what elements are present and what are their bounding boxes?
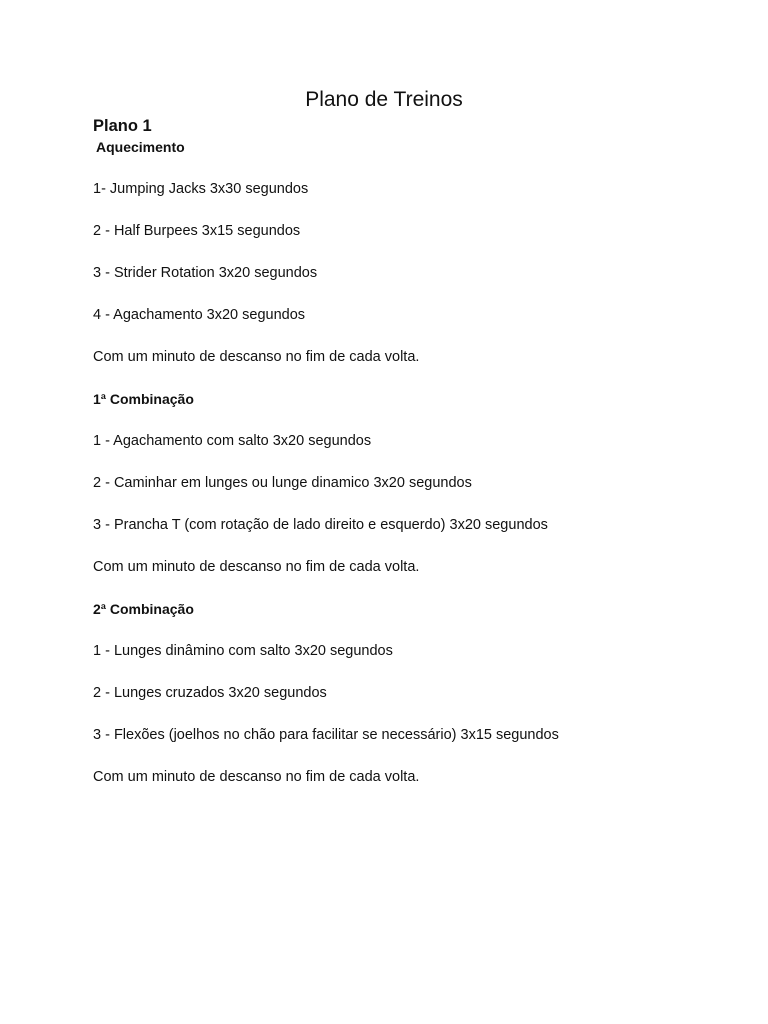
- combination-2-item: 1 - Lunges dinâmino com salto 3x20 segundos: [93, 643, 393, 659]
- warmup-item: 3 - Strider Rotation 3x20 segundos: [93, 265, 318, 281]
- combination-1-item: 1 - Agachamento com salto 3x20 segundos: [93, 433, 372, 449]
- combination-1-heading: 1ª Combinação: [93, 391, 194, 407]
- combination-1-item: 2 - Caminhar em lunges ou lunge dinamico 3x20 segundos: [93, 475, 472, 491]
- rest-note: Com um minuto de descanso no fim de cada volta.: [93, 769, 420, 785]
- warmup-item: 4 - Agachamento 3x20 segundos: [93, 307, 306, 323]
- combination-2-item: 2 - Lunges cruzados 3x20 segundos: [93, 685, 327, 701]
- plan-heading: Plano 1: [93, 117, 152, 135]
- combination-1-item: 3 - Prancha T (com rotação de lado direito e esquerdo) 3x20 segundos: [93, 517, 548, 533]
- rest-note: Com um minuto de descanso no fim de cada volta.: [93, 349, 420, 365]
- warmup-heading: Aquecimento: [96, 139, 185, 155]
- combination-2-heading: 2ª Combinação: [93, 601, 194, 617]
- warmup-item: 1- Jumping Jacks 3x30 segundos: [93, 181, 309, 197]
- combination-2-item: 3 - Flexões (joelhos no chão para facilitar se necessário) 3x15 segundos: [93, 727, 559, 743]
- rest-note: Com um minuto de descanso no fim de cada volta.: [93, 559, 420, 575]
- document-title: Plano de Treinos: [305, 88, 463, 111]
- warmup-item: 2 - Half Burpees 3x15 segundos: [93, 223, 301, 239]
